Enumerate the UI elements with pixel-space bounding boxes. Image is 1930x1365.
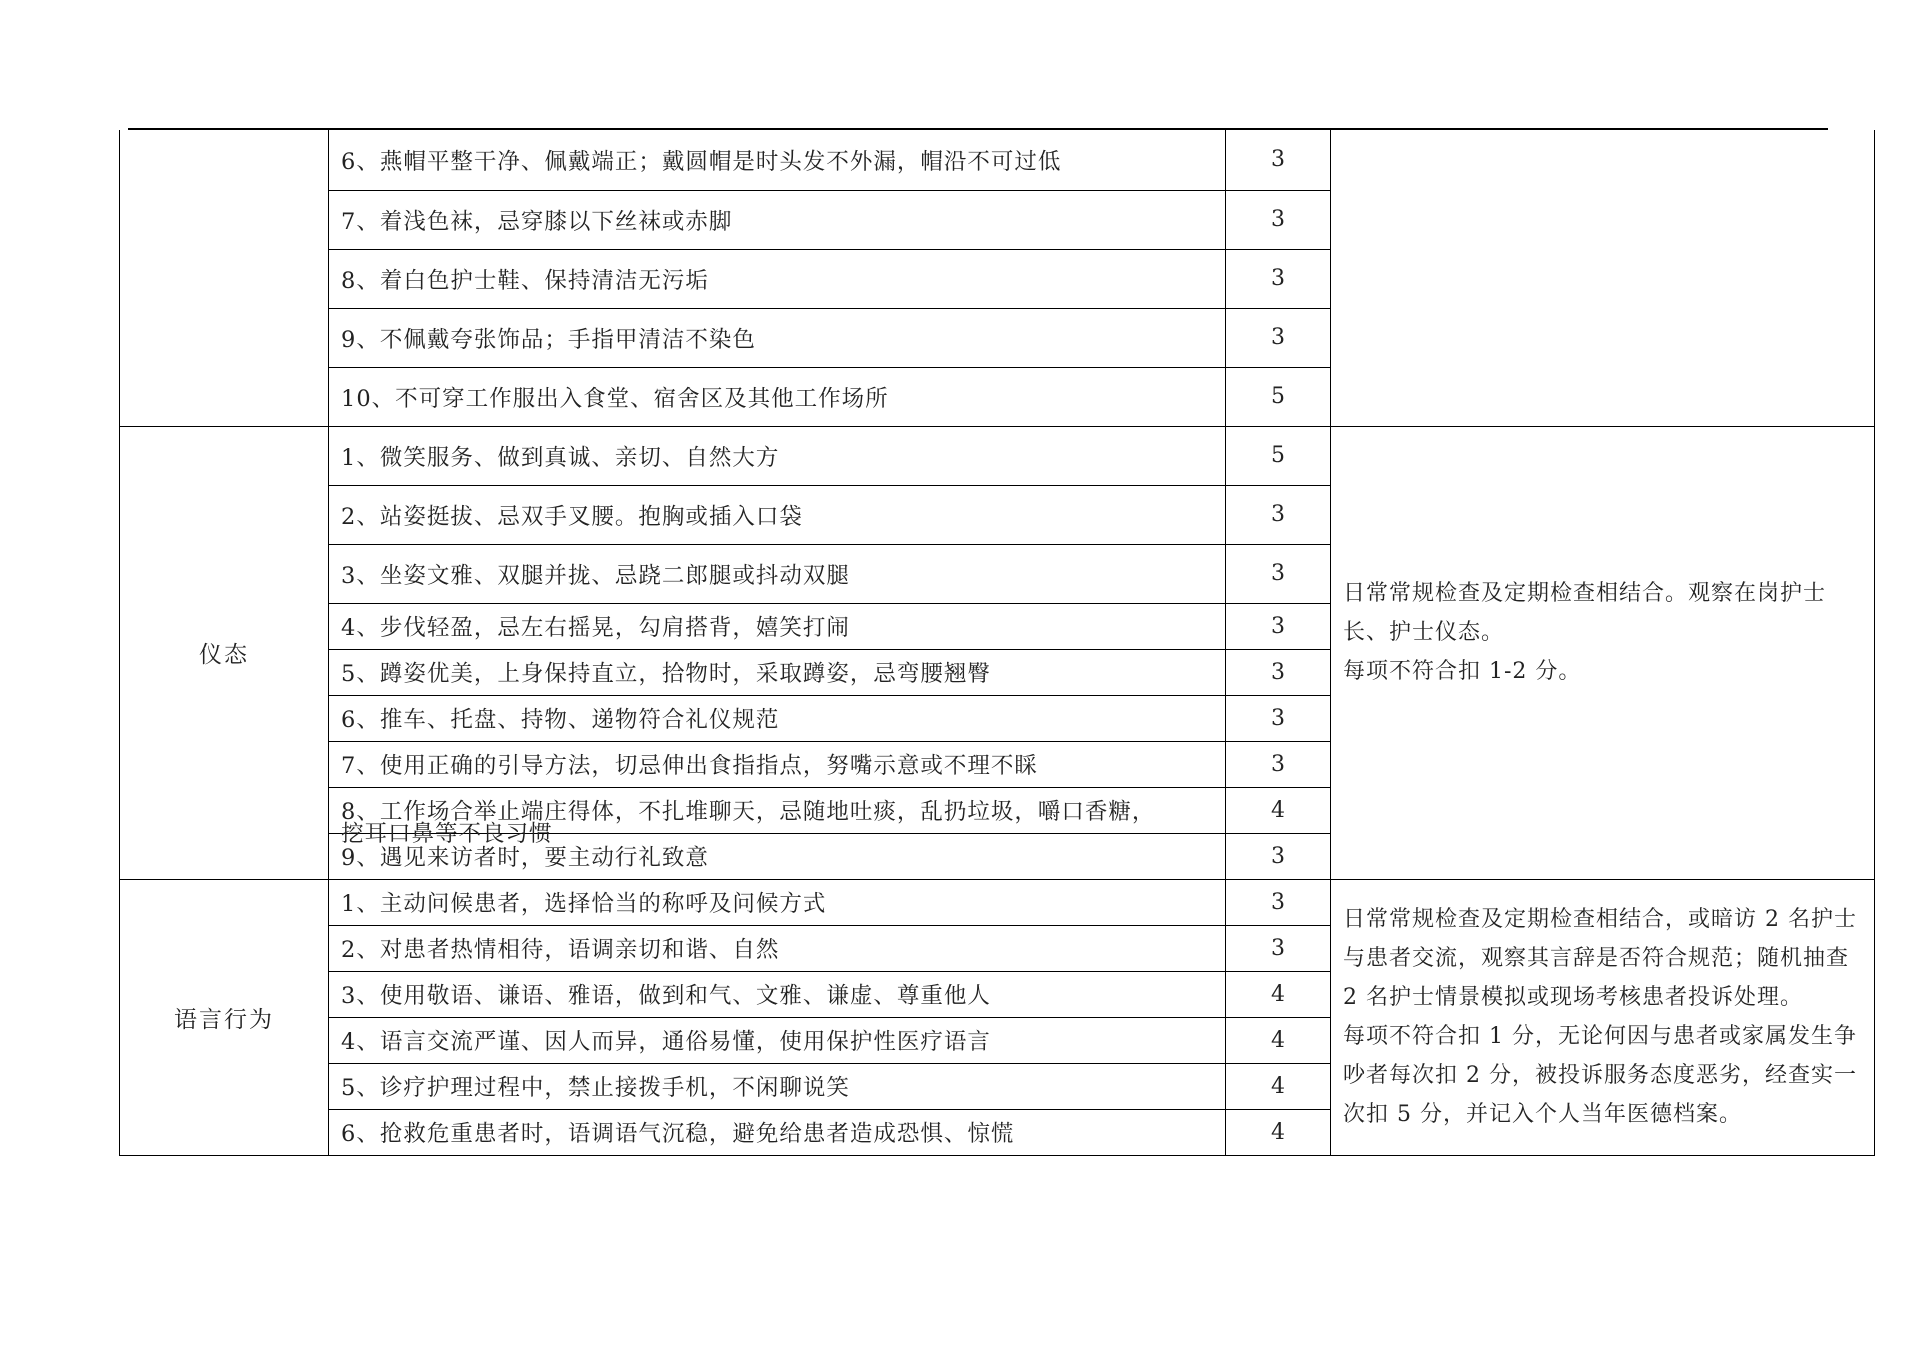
item-score: 4 [1226, 971, 1331, 1017]
method-cell-empty [1331, 130, 1875, 426]
item-text: 6、燕帽平整干净、佩戴端正；戴圆帽是时头发不外漏，帽沿不可过低 [329, 130, 1226, 190]
table-row [120, 426, 1875, 485]
table-row [120, 130, 1875, 190]
item-score: 5 [1226, 367, 1331, 426]
item-score: 3 [1226, 190, 1331, 249]
method-cell [1331, 879, 1875, 1155]
item-score: 3 [1226, 879, 1331, 925]
item-score: 3 [1226, 695, 1331, 741]
category-cell: 仪态 [120, 426, 329, 879]
item-score: 3 [1226, 741, 1331, 787]
item-text: 7、着浅色袜，忌穿膝以下丝袜或赤脚 [329, 190, 1226, 249]
item-text: 5、蹲姿优美，上身保持直立，拾物时，采取蹲姿，忌弯腰翘臀 [329, 649, 1226, 695]
evaluation-table [119, 130, 1875, 1156]
item-score: 3 [1226, 130, 1331, 190]
item-score: 3 [1226, 925, 1331, 971]
item-text: 1、主动问候患者，选择恰当的称呼及问候方式 [329, 879, 1226, 925]
item-text: 6、推车、托盘、持物、递物符合礼仪规范 [329, 695, 1226, 741]
item-text: 9、遇见来访者时，要主动行礼致意 [329, 833, 1226, 879]
item-score: 3 [1226, 249, 1331, 308]
method-text: 日常常规检查及定期检查相结合，或暗访 2 名护士与患者交流，观察其言辞是否符合规范；随机抽查 2 名护士情景模拟或现场考核患者投诉处理。 [1343, 907, 1857, 1010]
method-text: 每项不符合扣 1 分，无论何因与患者或家属发生争吵者每次扣 2 分，被投诉服务态度恶劣，经查实一次扣 5 分，并记入个人当年医德档案。 [1343, 1024, 1857, 1127]
item-text: 4、步伐轻盈，忌左右摇晃，勾肩搭背，嬉笑打闹 [329, 603, 1226, 649]
item-text: 2、站姿挺拔、忌双手叉腰。抱胸或插入口袋 [329, 485, 1226, 544]
item-text: 2、对患者热情相待，语调亲切和谐、自然 [329, 925, 1226, 971]
item-text-line2: 挖耳口鼻等不良习惯 [341, 821, 553, 847]
item-text: 4、语言交流严谨、因人而异，通俗易懂，使用保护性医疗语言 [329, 1017, 1226, 1063]
method-text: 每项不符合扣 1-2 分。 [1343, 659, 1582, 684]
table-row [120, 879, 1875, 925]
item-score: 5 [1226, 426, 1331, 485]
item-score: 3 [1226, 603, 1331, 649]
item-text: 6、抢救危重患者时，语调语气沉稳，避免给患者造成恐惧、惊慌 [329, 1109, 1226, 1155]
item-score: 4 [1226, 1017, 1331, 1063]
item-text: 3、坐姿文雅、双腿并拢、忌跷二郎腿或抖动双腿 [329, 544, 1226, 603]
item-score: 3 [1226, 649, 1331, 695]
item-score: 3 [1226, 485, 1331, 544]
item-text: 7、使用正确的引导方法，切忌伸出食指指点，努嘴示意或不理不睬 [329, 741, 1226, 787]
category-cell [120, 130, 329, 426]
item-score: 3 [1226, 544, 1331, 603]
item-score: 4 [1226, 1109, 1331, 1155]
item-text-line1: 8、工作场合举止端庄得体，不扎堆聊天，忌随地吐痰，乱扔垃圾，嚼口香糖， [341, 799, 1156, 825]
item-text: 3、使用敬语、谦语、雅语，做到和气、文雅、谦虚、尊重他人 [329, 971, 1226, 1017]
method-cell [1331, 426, 1875, 879]
item-text: 8、着白色护士鞋、保持清洁无污垢 [329, 249, 1226, 308]
item-text: 5、诊疗护理过程中，禁止接拨手机，不闲聊说笑 [329, 1063, 1226, 1109]
item-score: 4 [1226, 1063, 1331, 1109]
item-score: 4 [1226, 787, 1331, 833]
method-text: 日常常规检查及定期检查相结合。观察在岗护士长、护士仪态。 [1343, 581, 1827, 645]
item-text: 9、不佩戴夸张饰品；手指甲清洁不染色 [329, 308, 1226, 367]
item-score: 3 [1226, 833, 1331, 879]
item-text: 1、微笑服务、做到真诚、亲切、自然大方 [329, 426, 1226, 485]
item-text: 10、不可穿工作服出入食堂、宿舍区及其他工作场所 [329, 367, 1226, 426]
category-cell: 语言行为 [120, 879, 329, 1155]
item-score: 3 [1226, 308, 1331, 367]
item-text-overflow [329, 787, 1226, 847]
